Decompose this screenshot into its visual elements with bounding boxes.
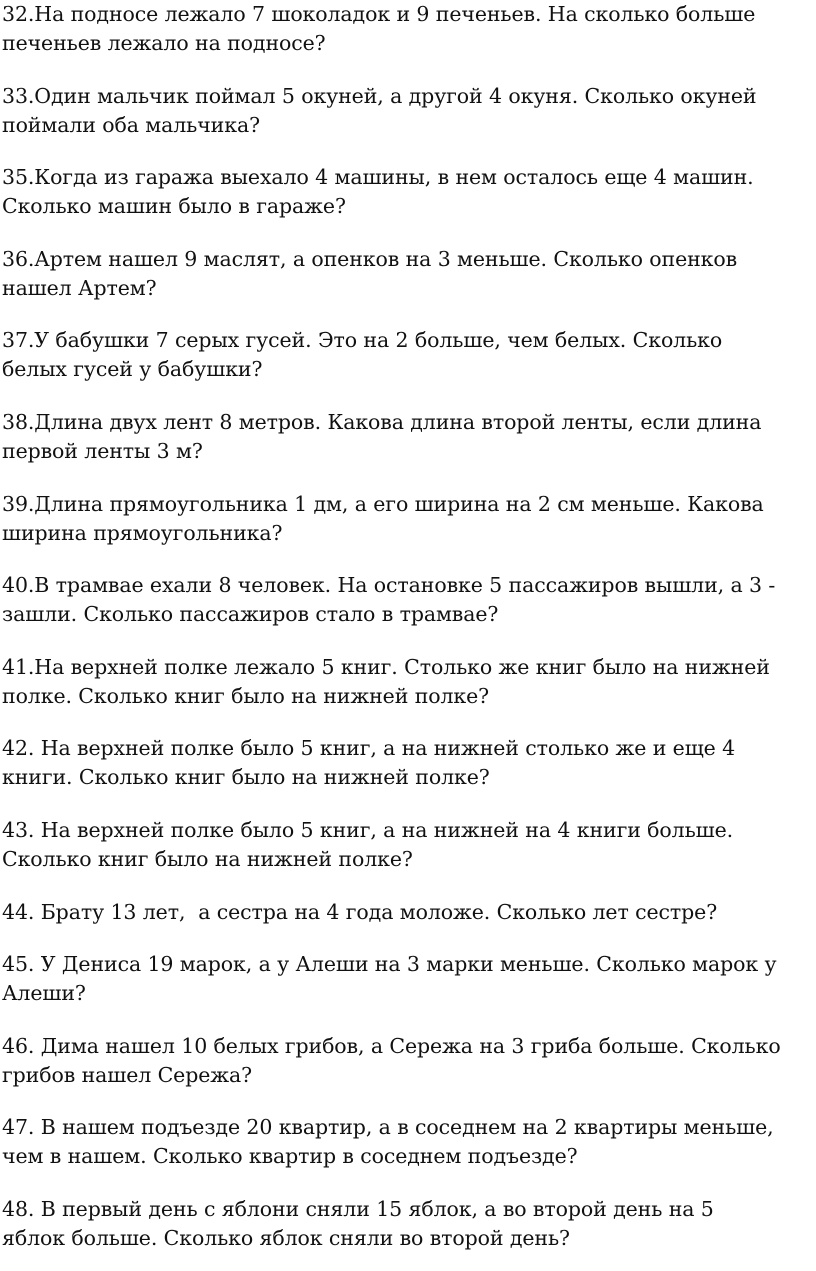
problem-40 — [2, 571, 812, 629]
problem-38 — [2, 408, 812, 466]
problem-line: первой ленты 3 м? — [2, 438, 203, 463]
problem-line: Сколько машин было в гараже? — [2, 194, 346, 219]
problem-line: зашли. Сколько пассажиров стало в трамвае? — [2, 602, 499, 627]
problem-line: чем в нашем. Сколько квартир в соседнем подъезде? — [2, 1144, 578, 1169]
problem-line: 40.В трамвае ехали 8 человек. На остановке 5 пассажиров вышли, а 3 - — [2, 573, 776, 598]
problem-43 — [2, 816, 812, 874]
problem-33 — [2, 82, 812, 140]
problem-line: 42. На верхней полке было 5 книг, а на нижней столько же и еще 4 — [2, 736, 736, 761]
problem-line: ширина прямоугольника? — [2, 520, 283, 545]
problem-line: 45. У Дениса 19 марок, а у Алеши на 3 марки меньше. Сколько марок у — [2, 952, 777, 977]
problem-32 — [2, 0, 812, 58]
problem-line: белых гусей у бабушки? — [2, 357, 263, 382]
problem-line: 33.Один мальчик поймал 5 окуней, а другой 4 окуня. Сколько окуней — [2, 83, 757, 108]
problem-48 — [2, 1195, 812, 1253]
problem-line: нашел Артем? — [2, 275, 157, 300]
problem-line: поймали оба мальчика? — [2, 112, 260, 137]
problem-line: 36.Артем нашел 9 маслят, а опенков на 3 меньше. Сколько опенков — [2, 246, 738, 271]
problem-line: 44. Брату 13 лет, а сестра на 4 года моложе. Сколько лет сестре? — [2, 899, 718, 924]
problem-42 — [2, 734, 812, 792]
problem-line: книги. Сколько книг было на нижней полке? — [2, 765, 490, 790]
problem-line: грибов нашел Сережа? — [2, 1062, 253, 1087]
problem-41 — [2, 653, 812, 711]
problem-line: печеньев лежало на подносе? — [2, 31, 326, 55]
problem-47 — [2, 1113, 812, 1171]
problem-line: полке. Сколько книг было на нижней полке? — [2, 683, 490, 708]
problem-45 — [2, 950, 812, 1008]
problem-line: 35.Когда из гаража выехало 4 машины, в нем осталось еще 4 машин. — [2, 165, 754, 190]
problem-line: 48. В первый день с яблони сняли 15 яблок, а во второй день на 5 — [2, 1196, 714, 1221]
problem-line: 39.Длина прямоугольника 1 дм, а его ширина на 2 см меньше. Какова — [2, 491, 764, 516]
problem-37 — [2, 326, 812, 384]
problem-36 — [2, 245, 812, 303]
problem-line: Сколько книг было на нижней полке? — [2, 846, 413, 871]
problem-44 — [2, 898, 812, 927]
problem-line: 41.На верхней полке лежало 5 книг. Столько же книг было на нижней — [2, 654, 770, 679]
problem-line: 47. В нашем подъезде 20 квартир, а в соседнем на 2 квартиры меньше, — [2, 1115, 774, 1140]
problem-line: яблок больше. Сколько яблок сняли во второй день? — [2, 1225, 570, 1250]
problem-line: 46. Дима нашел 10 белых грибов, а Сережа на 3 гриба больше. Сколько — [2, 1033, 781, 1058]
problem-35 — [2, 163, 812, 221]
problem-39 — [2, 490, 812, 548]
problem-line: 37.У бабушки 7 серых гусей. Это на 2 больше, чем белых. Сколько — [2, 328, 723, 353]
problem-line: 43. На верхней полке было 5 книг, а на нижней на 4 книги больше. — [2, 817, 734, 842]
problem-line: Алеши? — [2, 981, 86, 1006]
problem-line: 32.На подносе лежало 7 шоколадок и 9 печеньев. На сколько больше — [2, 2, 756, 26]
problem-line: 38.Длина двух лент 8 метров. Какова длина второй ленты, если длина — [2, 409, 762, 434]
problem-46 — [2, 1032, 812, 1090]
